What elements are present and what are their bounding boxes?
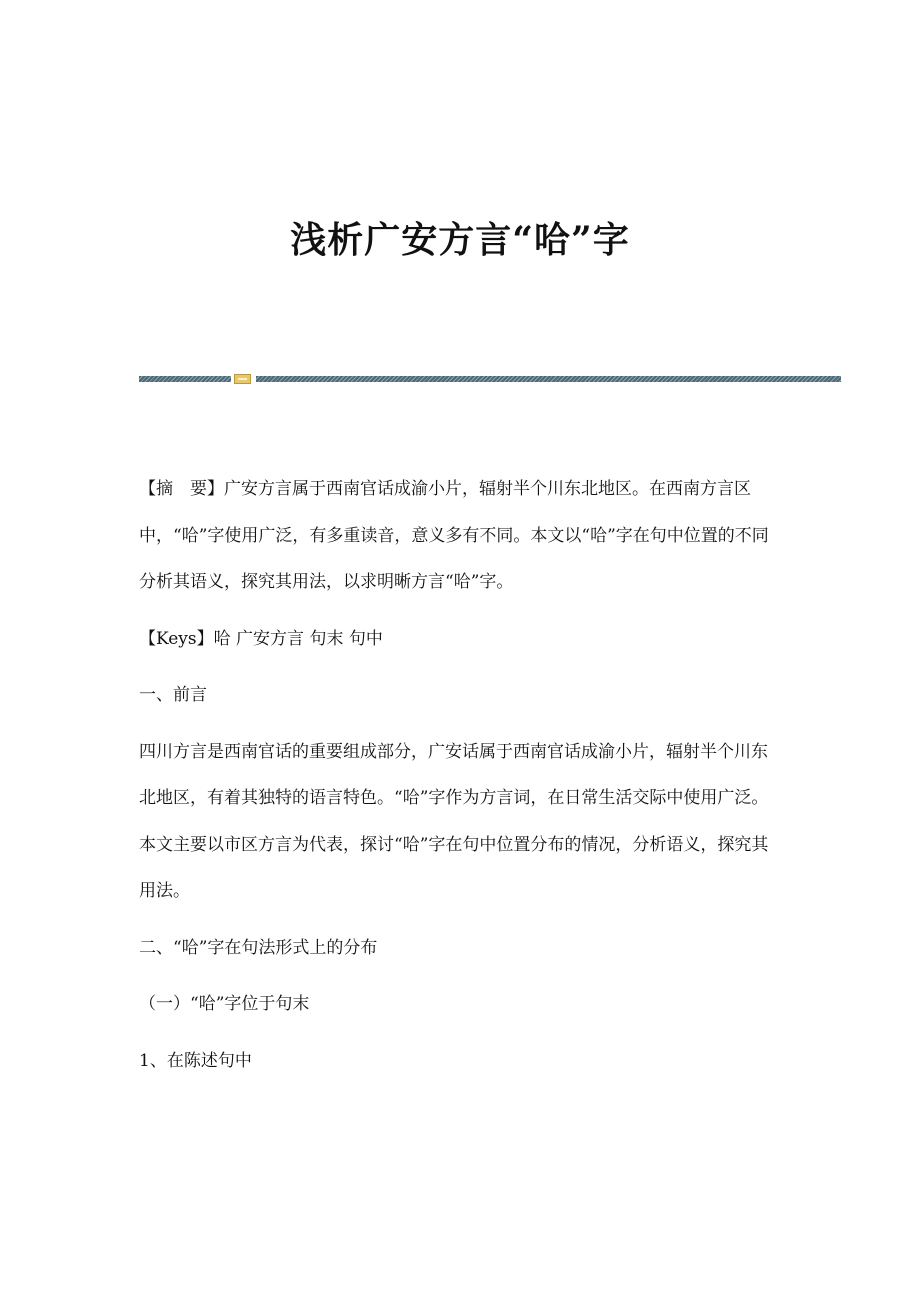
intro-paragraph: 四川方言是西南官话的重要组成部分，广安话属于西南官话成渝小片，辐射半个川东北地区，有着其独特的语言特色。“哈”字作为方言词，在日常生活交际中使用广泛。本文主要以市区方言为代表，探讨“哈”字在句中位置分布的情况，分析语义，探究其用法。 [139, 741, 769, 901]
keywords-line: 【Keys】哈 广安方言 句末 句中 [139, 628, 383, 649]
divider-bar-left [139, 376, 231, 382]
document-title: 浅析广安方言“哈”字 [290, 219, 630, 261]
abstract-paragraph: 【摘 要】广安方言属于西南官话成渝小片，辐射半个川东北地区。在西南方言区中，“哈”字使用广泛，有多重读音，意义多有不同。本文以“哈”字在句中位置的不同分析其语义，探究其用法，以求明晰方言“哈”字。 [139, 479, 769, 592]
divider-bar-right [256, 376, 841, 382]
subsection-heading-sentence-end: （一）“哈”字位于句末 [139, 994, 310, 1014]
document-body [139, 466, 779, 1084]
subsubsection-heading-declarative: 1、在陈述句中 [139, 1050, 252, 1071]
section-heading-distribution: 二、“哈”字在句法形式上的分布 [139, 937, 378, 958]
section-heading-preface: 一、前言 [139, 685, 207, 705]
divider-ornament-icon [234, 374, 251, 384]
title-divider [139, 374, 841, 384]
